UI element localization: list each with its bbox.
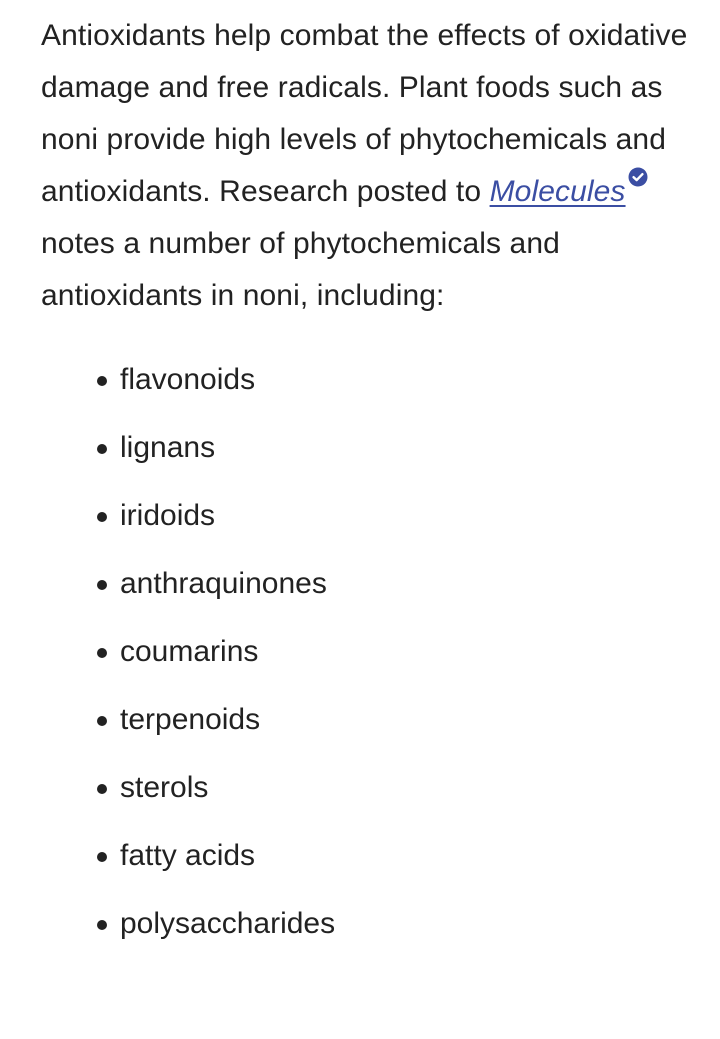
- list-item-label: iridoids: [120, 499, 216, 532]
- bullet-icon: [97, 920, 107, 930]
- bullet-icon: [97, 444, 107, 454]
- verified-check-icon: [628, 167, 648, 187]
- bullet-icon: [97, 716, 107, 726]
- list-item-label: anthraquinones: [120, 567, 327, 600]
- list-item: [97, 906, 690, 942]
- list-item: [97, 702, 690, 738]
- phytochemicals-list: [41, 362, 690, 942]
- list-item: [97, 430, 690, 466]
- bullet-icon: [97, 784, 107, 794]
- list-item-label: lignans: [120, 431, 216, 464]
- paragraph-text-after-link: notes a number of phytochemicals and antioxidants in noni, including:: [41, 227, 560, 312]
- bullet-icon: [97, 376, 107, 386]
- bullet-icon: [97, 648, 107, 658]
- paragraph-text-before-link: Antioxidants help combat the effects of oxidative damage and free radicals. Plant foods such as noni provide high levels of phytochemicals and antioxidants. Research posted to: [41, 19, 688, 208]
- list-item: [97, 838, 690, 874]
- list-item-label: flavonoids: [120, 363, 256, 396]
- bullet-icon: [97, 580, 107, 590]
- list-item-label: sterols: [120, 771, 209, 804]
- molecules-source-link[interactable]: Molecules: [489, 175, 626, 208]
- list-item-label: terpenoids: [120, 703, 261, 736]
- list-item-label: coumarins: [120, 635, 259, 668]
- intro-paragraph: [41, 10, 690, 322]
- list-item-label: fatty acids: [120, 839, 256, 872]
- list-item: [97, 634, 690, 670]
- list-item: [97, 498, 690, 534]
- list-item: [97, 362, 690, 398]
- list-item-label: polysaccharides: [120, 907, 336, 940]
- list-item: [97, 770, 690, 806]
- bullet-icon: [97, 852, 107, 862]
- list-item: [97, 566, 690, 602]
- bullet-icon: [97, 512, 107, 522]
